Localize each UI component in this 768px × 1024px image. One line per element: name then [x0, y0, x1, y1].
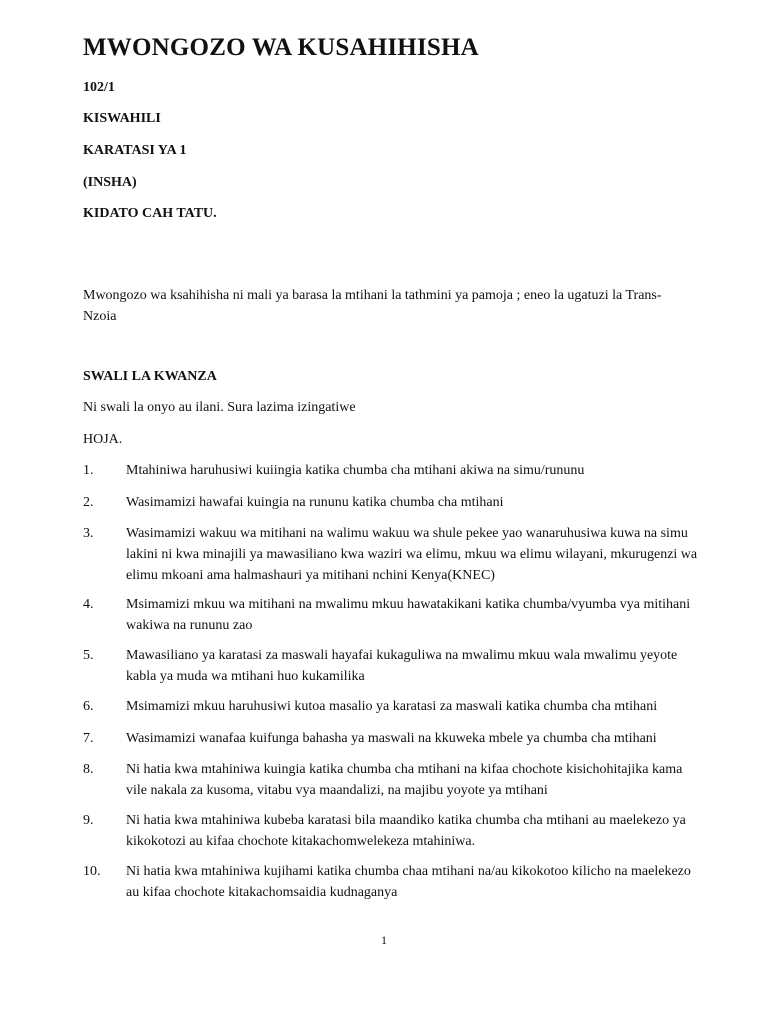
item-number: 1. — [83, 463, 94, 478]
paper-number: KARATASI YA 1 — [83, 143, 187, 158]
item-number: 4. — [83, 597, 94, 612]
document-title: MWONGOZO WA KUSAHIHISHA — [83, 34, 479, 61]
list-item — [83, 460, 703, 481]
item-text: Wasimamizi wanafaa kuifunga bahasha ya maswali na kkuweka mbele ya chumba cha mtihani — [126, 731, 657, 746]
section-heading: SWALI LA KWANZA — [83, 369, 217, 384]
page-number: 1 — [381, 933, 387, 947]
item-number: 7. — [83, 731, 94, 746]
item-text: Ni hatia kwa mtahiniwa kuingia katika chumba cha mtihani na kifaa chochote kisichohitajika kama vile nakala za kusoma, vitabu vya maandalizi, na majibu yoyote ya mtihani — [126, 762, 683, 798]
item-number: 2. — [83, 495, 94, 510]
list-item — [83, 759, 703, 801]
subject-name: KISWAHILI — [83, 111, 161, 126]
paper-code: 102/1 — [83, 80, 115, 95]
list-item — [83, 645, 703, 687]
item-text: Wasimamizi hawafai kuingia na rununu katika chumba cha mtihani — [126, 495, 504, 510]
section-instruction: Ni swali la onyo au ilani. Sura lazima izingatiwe — [83, 400, 356, 415]
item-text: Msimamizi mkuu haruhusiwi kutoa masalio ya karatasi za maswali katika chumba cha mtihani — [126, 699, 658, 714]
list-item — [83, 696, 703, 717]
intro-paragraph: Mwongozo wa ksahihisha ni mali ya barasa la mtihani la tathmini ya pamoja ; eneo la ugatuzi la Trans- Nzoia — [83, 288, 662, 324]
list-item — [83, 861, 703, 903]
item-number: 3. — [83, 526, 94, 541]
list-item — [83, 810, 703, 852]
list-item — [83, 523, 703, 586]
item-text: Wasimamizi wakuu wa mitihani na walimu wakuu wa shule pekee yao wanaruhusiwa kuwa na simu lakini ni kwa minajili ya mawasiliano kwa waziri wa elimu, mkuu wa elimu wilayani, mkurugenzi wa elimu mkoani ama halmashauri ya mitihani nchini Kenya(KNEC) — [126, 526, 698, 583]
item-text: Mawasiliano ya karatasi za maswali hayafai kukaguliwa na mwalimu mkuu wala mwalimu yeyote kabla ya muda wa mtihani huo kukamilika — [126, 648, 678, 684]
item-text: Ni hatia kwa mtahiniwa kujihami katika chumba chaa mtihani na/au kikokotoo kilicho na maelekezo au kifaa chochote kitakachomsaidia kudnaganya — [126, 864, 691, 900]
list-item — [83, 492, 703, 513]
item-text: Ni hatia kwa mtahiniwa kubeba karatasi bila maandiko katika chumba cha mtihani au maelekezo ya kikokotozi au kifaa chochote kitakachomwelekeza mtahiniwa. — [126, 813, 686, 849]
item-text: Msimamizi mkuu wa mitihani na mwalimu mkuu hawatakikani katika chumba/vyumba vya mitihani wakiwa na rununu zao — [126, 597, 691, 633]
list-item — [83, 728, 703, 749]
item-number: 6. — [83, 699, 94, 714]
list-item — [83, 594, 703, 636]
item-number: 8. — [83, 762, 94, 777]
paper-type: (INSHA) — [83, 175, 137, 190]
item-number: 5. — [83, 648, 94, 663]
hoja-label: HOJA. — [83, 432, 123, 447]
class-level: KIDATO CAH TATU. — [83, 206, 217, 221]
item-number: 10. — [83, 864, 101, 879]
item-number: 9. — [83, 813, 94, 828]
item-text: Mtahiniwa haruhusiwi kuiingia katika chumba cha mtihani akiwa na simu/rununu — [126, 463, 585, 478]
